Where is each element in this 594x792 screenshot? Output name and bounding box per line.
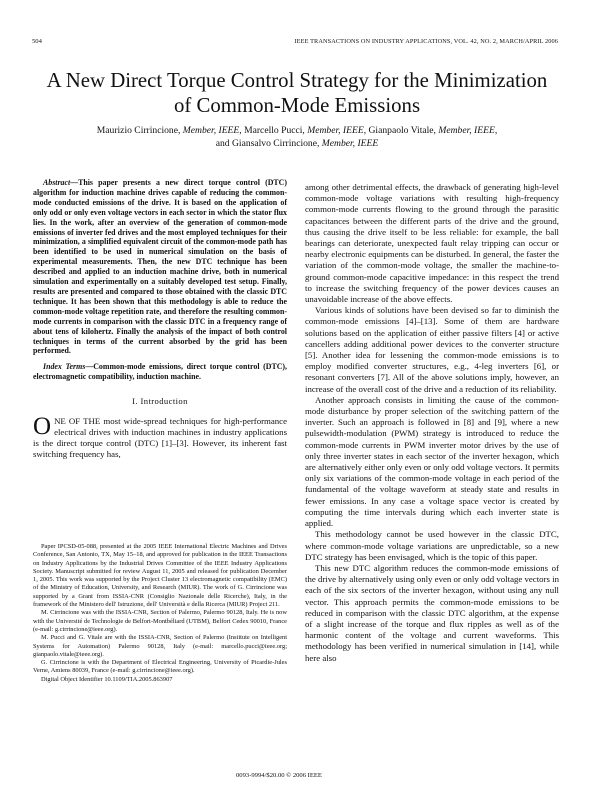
author-line-1 xyxy=(40,125,554,138)
footnote-paragraph: M. Cirrincione was with the ISSIA-CNR, Section of Palermo, Palermo 90128, Italy. He is now with the Université de Technologie de Belfort-Montbéliard (UTBM), Belfort Cedex 90010, France (e-mail: g.cirrincione@ieee.org). xyxy=(33,609,287,633)
abstract-lead: Abstract xyxy=(43,178,71,187)
body-paragraph: This methodology cannot be used however in the classic DTC, where common-mode voltage variations are unpredictable, so a new DTC strategy has been envisaged, which is the topic of this paper. xyxy=(305,529,559,562)
abstract-text: —This paper presents a new direct torque control (DTC) algorithm for induction machine drives capable of reducing the common-mode conducted emissions of the drive. It is based on the application of only odd or only even voltage vectors in each sector in which the stator flux lies. In the work, after an overview of the generation of common-mode emissions of inverter fed drives and the most employed techniques for their minimization, a simplified equivalent circuit of the common-mode path has been identified to be used in numerical simulation on the basis of experimental measurements. Then, the new DTC technique has been described and applied to an induction machine drive, both in numerical simulation and experimentally on a suitably developed test setup. Finally, results are presented and compared to those obtained with the classic DTC technique. It has been shown that this methodology is able to reduce the common-mode voltage repetition rate, and therefore the resulting common-mode currents in comparison with the classic DTC in a frequency range of about tens of kilohertz. Finally the analysis of the impact of both control techniques in terms of the current absorbed by the grid has been performed. xyxy=(33,178,287,356)
author-role: Member, IEEE xyxy=(321,137,379,149)
author-name: Maurizio Cirrincione, xyxy=(96,125,183,136)
dropcap: O xyxy=(33,412,52,440)
author-name: , Marcello Pucci, xyxy=(239,125,308,136)
footnote-paragraph: Digital Object Identifier 10.1109/TIA.2005.863907 xyxy=(41,675,173,683)
author-line-2 xyxy=(40,138,554,151)
author-list xyxy=(40,125,554,150)
paper-title: A New Direct Torque Control Strategy for the Minimization of Common-Mode Emissions xyxy=(46,69,548,117)
body-paragraph: This new DTC algorithm reduces the common-mode emissions of the drive by alternatively using only even or only odd voltage vectors in each of the six sectors of the inverter hexagon, without using any null vector. This approach permits the common-mode emissions to be reduced in comparison with the classic DTC algorithm, at the expense of a slight increase of the torque and flux ripples as well as of the harmonic content of the voltage and current waveforms. This methodology has been verified in numerical simulation in [14], while here also xyxy=(305,562,559,663)
index-terms xyxy=(33,362,287,382)
author-role: Member, IEEE xyxy=(307,125,364,136)
intro-paragraph xyxy=(33,412,287,461)
page-number: 504 xyxy=(32,38,42,45)
copyright-line: 0093-9994/$20.00 © 2006 IEEE xyxy=(236,772,322,779)
author-separator: , xyxy=(494,125,498,136)
body-paragraph: Various kinds of solutions have been devised so far to diminish the common-mode emissions [4]–[13]. Some of them are hardware solutions based on the application of either passive filters [4] or active cancellers adding additional power devices to the converter structure [5]. Another idea for lessening the common-mode emissions is to employ modified converter structures, e.g., 4-leg inverters [6], or resonant converters [7]. All of the above solutions imply, however, an increase of the overall cost of the drive and a reduction of its reliability. xyxy=(305,305,559,394)
first-page-footnote xyxy=(33,543,287,684)
index-terms-lead: Index Terms xyxy=(43,362,86,372)
footnote-paragraph: Paper IPCSD-05-088, presented at the 2005 IEEE International Electric Machines and Drives Conference, San Antonio, TX, May 15–18, and approved for publication in the IEEE Transactions on Industry Applications by the Industrial Drives Committee of the IEEE Industry Applications Society. Manuscript submitted for review August 11, 2005 and released for publication December 1, 2005. This work was supported by the Project Cluster 13 electromagnetic compatibility (EMC) of the Ministry of Education, University, and Research (MIUR). The work of G. Cirrincione was supported by a Grant from ISSIA-CNR (Consiglio Nazionale delle Ricerche), Italy, in the framework of the Ministero dell' Istruzione, dell' Università e della Ricerca (MIUR) Project 211. xyxy=(33,543,287,609)
body-paragraph: Another approach consists in limiting the cause of the common-mode disturbance by proper selection of the switching pattern of the inverter. Such an approach is followed in [8] and [9], where a new pulsewidth-modulation (PWM) strategy is introduced to reduce the common-mode currents in PWM inverter motor drives by the use of only three inverter states in each sector of the inverter hexagon, which are alternatively either only even or only odd voltage vectors. It permits only six variations of the common-mode voltage in each period of the fundamental of the voltage waveform at steady state and results in fewer emissions. In any case a voltage space vector is created by computing the time intervals during which each inverter state is applied. xyxy=(305,394,559,529)
intro-text: NE OF THE most wide-spread techniques for high-performance electrical drives with induction machines in industry applications is the direct torque control (DTC) [1]–[3]. However, its inherent fast switching frequency has, xyxy=(33,415,287,460)
body-paragraph: among other detrimental effects, the drawback of generating high-level common-mode voltage variations with resulting high-frequency common-mode currents flowing to the ground through the parasitic capacitances between the different parts of the drive and the ground, thus causing the drive itself to be less reliable: for example, the ball bearings can deteriorate, unexpected fault relay tripping can occur or nearby electronic equipments can be disturbed. In general, the faster the variation of the common-mode voltage, the smaller the machine-to-ground common-mode capacitive impedance: in this respect the trend to increase the switching frequency of the power devices causes an unavoidable increase of the above effects. xyxy=(305,182,559,305)
abstract xyxy=(33,178,287,356)
left-column xyxy=(33,178,287,461)
author-name: , Gianpaolo Vitale, xyxy=(363,125,439,136)
index-terms-text: —Common-mode emissions, direct torque control (DTC), electromagnetic compatibility, induction machine. xyxy=(33,362,288,382)
author-role: Member, IEEE xyxy=(182,125,240,136)
right-column xyxy=(305,182,559,664)
running-title: IEEE TRANSACTIONS ON INDUSTRY APPLICATIONS, VOL. 42, NO. 2, MARCH/APRIL 2006 xyxy=(294,38,558,45)
footnote-paragraph: M. Pucci and G. Vitale are with the ISSIA-CNR, Section of Palermo (Institute on Intelligent Systems for Automation) Palermo 90128, Italy (e-mail: marcello.pucci@ieee.org; gianpaolo.vitale@ieee.org). xyxy=(33,634,287,658)
section-heading: I. Introduction xyxy=(132,396,188,407)
footnote-paragraph: G. Cirrincione is with the Department of Electrical Engineering, University of Picardie-Jules Verne, Amiens 80039, France (e-mail: g.cirrincione@ieee.org). xyxy=(33,659,287,675)
author-name: and Giansalvo Cirrincione, xyxy=(215,137,322,149)
author-role: Member, IEEE xyxy=(438,125,495,136)
